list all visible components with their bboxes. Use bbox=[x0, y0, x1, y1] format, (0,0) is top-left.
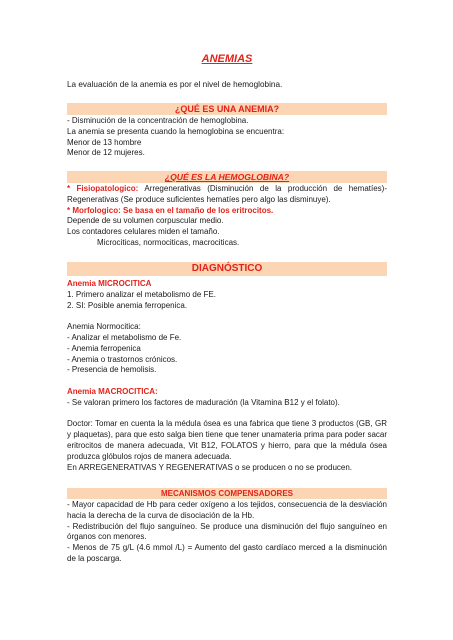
micro-item: 2. SI: Posible anemia ferropenica. bbox=[67, 300, 188, 310]
document-title: ANEMIAS bbox=[201, 53, 253, 65]
macro-text: - Se valoran primero los factores de maduración (la Vitamina B12 y el folato). bbox=[67, 397, 340, 407]
micro-item: 1. Primero analizar el metabolismo de FE. bbox=[67, 289, 216, 299]
micro-label: Anemia MICROCITICA bbox=[67, 279, 152, 288]
section2-body bbox=[67, 184, 387, 249]
section-heading-diagnostico: DIAGNÓSTICO bbox=[67, 262, 387, 276]
mecanismo-paragraph: - Redistribución del flujo sanguíneo. Se produce una disminución del flujo sanguíneo en órganos con menores. bbox=[67, 521, 387, 542]
normo-item: - Presencia de hemolisis. bbox=[67, 365, 157, 375]
macro-label: Anemia MACROCITICA: bbox=[67, 386, 158, 396]
normo-item: - Anemia ferropenica bbox=[67, 343, 141, 353]
fisiopatologico-text: Arregenerativas (Disminución de la producción de hematíes)- Regenerativas (Se produce suficientes hematíes pero algo las disminuye). bbox=[67, 184, 388, 204]
section2-indented-line: Microciticas, normociticas, macrociticas. bbox=[97, 237, 240, 247]
normo-item: - Anemia o trastornos crónicos. bbox=[67, 354, 178, 364]
section4-body bbox=[67, 500, 387, 565]
normo-item: - Analizar el metabolismo de Fe. bbox=[67, 332, 182, 342]
normo-label: Anemia Normocitica: bbox=[67, 322, 141, 332]
section1-line: Menor de 13 hombre bbox=[67, 137, 142, 147]
morfologico-line: * Morfologico: Se basa en el tamaño de los eritrocitos. bbox=[67, 205, 274, 215]
section-heading-que-es-hemoglobina: ¿QUÉ ES LA HEMOGLOBINA? bbox=[67, 171, 387, 183]
section-heading-que-es-anemia: ¿QUÉ ES UNA ANEMIA? bbox=[67, 103, 387, 115]
section-heading-mecanismos-compensadores: MECANISMOS COMPENSADORES bbox=[67, 488, 387, 499]
mecanismo-paragraph: - Mayor capacidad de Hb para ceder oxígeno a los tejidos, consecuencia de la desviación hacia la derecha de la curva de disociación de la Hb. bbox=[67, 500, 387, 520]
fisiopatologico-paragraph bbox=[67, 184, 387, 206]
section2-line: Depende de su volumen corpuscular medio. bbox=[67, 216, 224, 226]
section1-line: Menor de 12 mujeres. bbox=[67, 148, 145, 158]
closing-line: En ARREGENERATIVAS Y REGENERATIVAS o se producen o no se producen. bbox=[67, 462, 353, 472]
section2-line: Los contadores celulares miden el tamaño. bbox=[67, 227, 220, 237]
doctor-paragraph: Doctor: Tomar en cuenta la la médula ósea es una fabrica que tiene 3 productos (GB, GR y plaquetas), para que esto salga bien tiene que tener unamateria prima para poder sacar eritrocitos de manera adecuada, Vit B12, FOLATOS y hierro, para que la médula ósea produzca glóbulos rojos de manera adecuada. bbox=[67, 419, 387, 461]
section1-line: La anemia se presenta cuando la hemoglobina se encuentra: bbox=[67, 126, 285, 136]
section1-body bbox=[67, 116, 387, 159]
section1-line: - Disminución de la concentración de hemoglobina. bbox=[67, 116, 249, 125]
mecanismo-paragraph: - Menos de 75 g/L (4.6 mmol /L) = Aumento del gasto cardíaco merced a la disminución de la poscarga. bbox=[67, 543, 387, 563]
intro-text: La evaluación de la anemia es por el nivel de hemoglobina. bbox=[67, 80, 283, 89]
section3-body bbox=[67, 279, 387, 473]
fisiopatologico-label: * Fisiopatologico: bbox=[67, 184, 139, 193]
